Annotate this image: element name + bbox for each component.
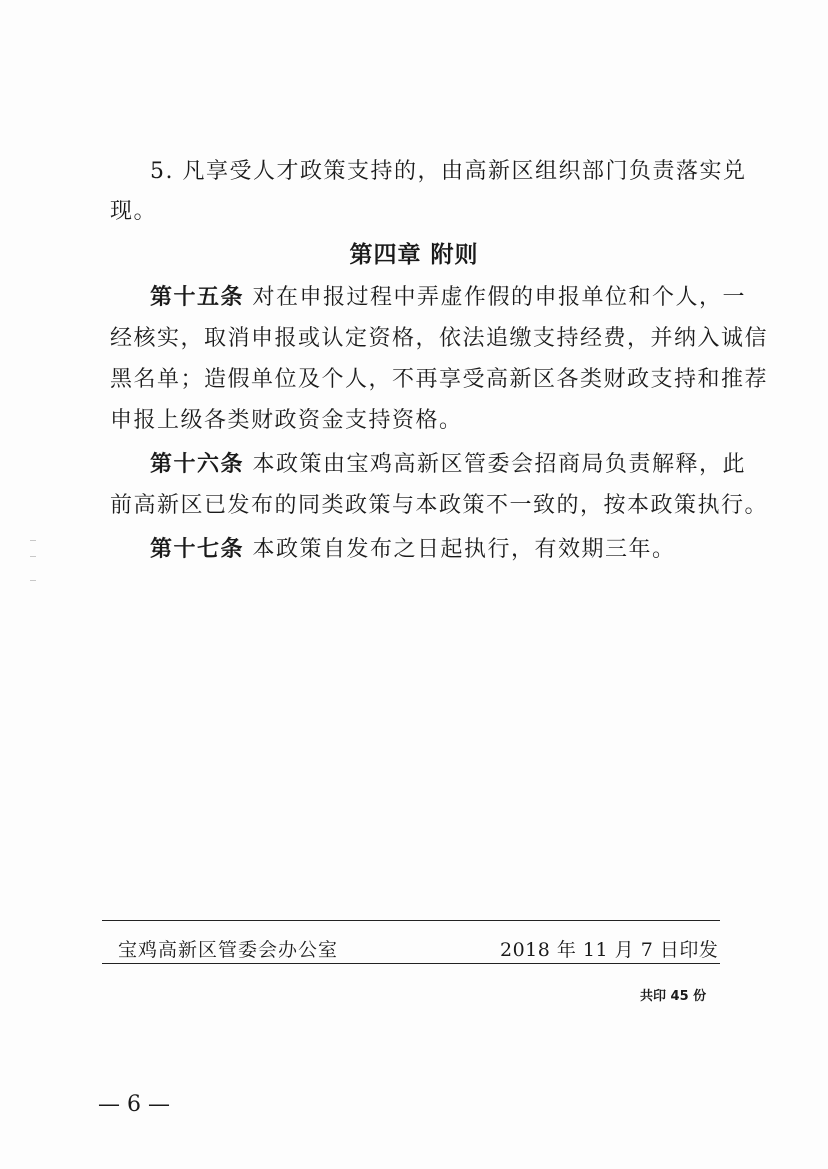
article-17-text1: 本政策自发布之日起执行，有效期三年。 xyxy=(244,537,676,562)
article-17-label: 第十七条 xyxy=(150,537,245,562)
article-15-line1 xyxy=(150,283,746,313)
article-15-label: 第十五条 xyxy=(150,285,245,310)
article-15-line3: 黑名单；造假单位及个人，不再享受高新区各类财政支持和推荐 xyxy=(110,367,769,392)
chapter-title: 第四章 附则 xyxy=(349,242,479,268)
article-15-line4: 申报上级各类财政资金支持资格。 xyxy=(110,408,463,433)
article-16-line2: 前高新区已发布的同类政策与本政策不一致的，按本政策执行。 xyxy=(110,493,769,518)
article-15-text1: 对在申报过程中弄虚作假的申报单位和个人，一 xyxy=(244,285,747,310)
article-17-line1 xyxy=(150,535,676,565)
article-16-line1 xyxy=(150,450,746,480)
item5-line1: 5. 凡享受人才政策支持的，由高新区组织部门负责落实兑 xyxy=(150,159,747,184)
item5-line2: 现。 xyxy=(110,199,158,224)
article-16-text1: 本政策由宝鸡高新区管委会招商局负责解释，此 xyxy=(244,452,747,477)
page-number: — 6 — xyxy=(98,1092,170,1117)
margin-mark xyxy=(30,580,36,581)
article-15-line2: 经核实，取消申报或认定资格，依法追缴支持经费，并纳入诚信 xyxy=(110,326,769,351)
issue-date: 2018 年 11 月 7 日印发 xyxy=(500,939,719,961)
footer-bottom-rule xyxy=(102,963,720,964)
margin-mark xyxy=(30,540,36,541)
margin-mark xyxy=(30,556,36,557)
issuer-name: 宝鸡高新区管委会办公室 xyxy=(118,939,339,961)
copies-count: 共印 45 份 xyxy=(640,989,707,1004)
article-16-label: 第十六条 xyxy=(150,452,245,477)
footer-top-rule xyxy=(102,920,720,921)
